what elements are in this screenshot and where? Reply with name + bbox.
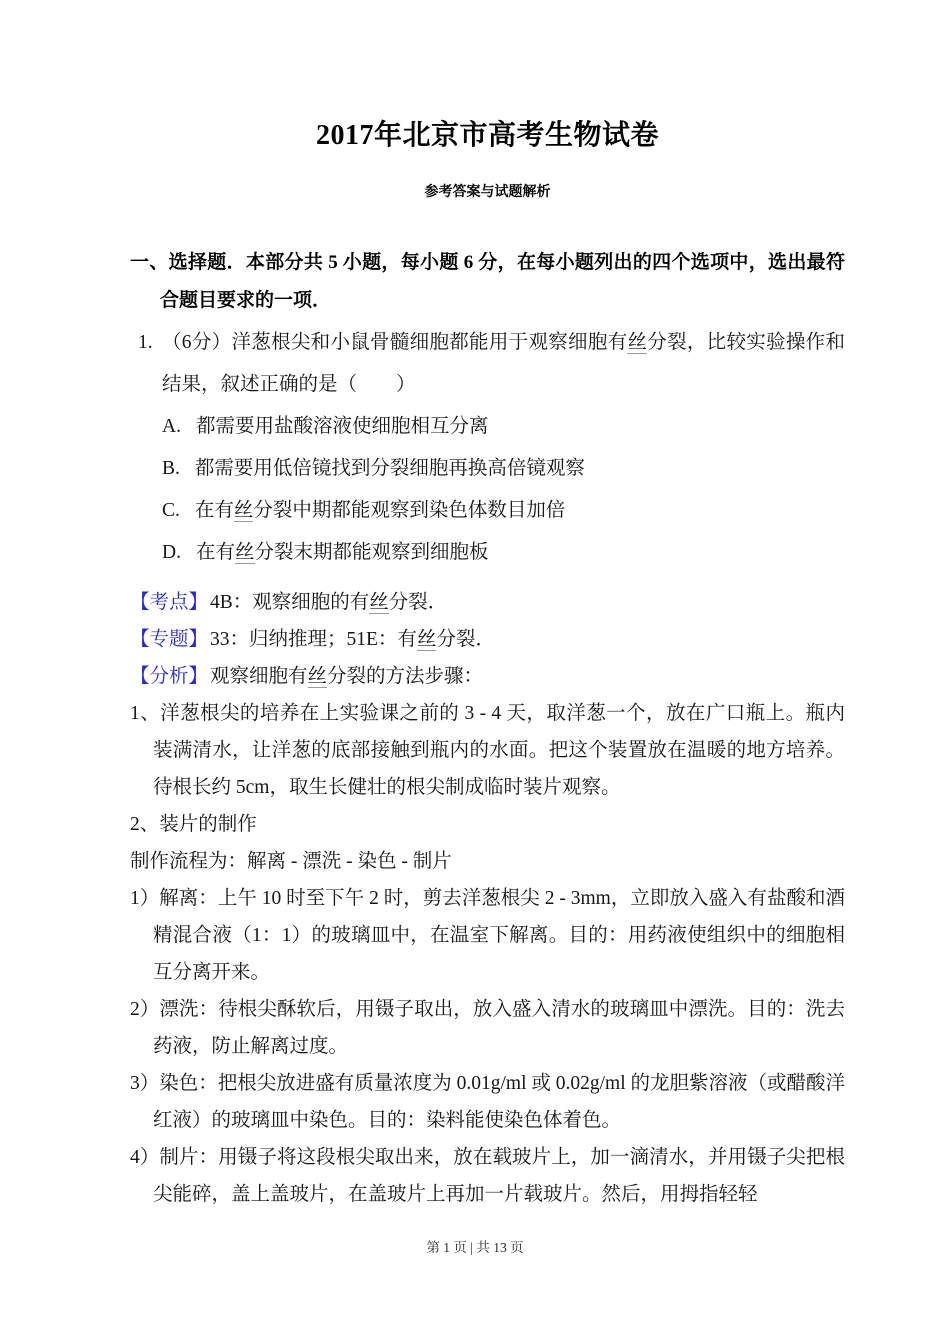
page-footer bbox=[0, 1236, 950, 1256]
analysis-tag-label: 【专题】 bbox=[130, 629, 209, 650]
options-list bbox=[162, 406, 845, 574]
analysis-tag-row bbox=[130, 658, 845, 695]
option-label: A. bbox=[162, 416, 181, 437]
analysis-paragraph: 1、洋葱根尖的培养在上实验课之前的 3 - 4 天，取洋葱一个，放在广口瓶上。瓶内装满清水，让洋葱的底部接触到瓶内的水面。把这个装置放在温暖的地方培养。待根长约 5cm，取生长健壮的根尖制成临时装片观察。 bbox=[130, 703, 845, 798]
option-label: C. bbox=[162, 500, 180, 521]
question-stem: （6分）洋葱根尖和小鼠骨髓细胞都能用于观察细胞有丝分裂，比较实验操作和结果，叙述正确的是（ ） bbox=[162, 332, 845, 395]
option-row bbox=[162, 490, 845, 532]
page-subtitle: 参考答案与试题解析 bbox=[424, 185, 551, 200]
question-1 bbox=[130, 322, 845, 574]
question-number: 1. bbox=[138, 332, 153, 353]
page-title: 2017年北京市高考生物试卷 bbox=[315, 120, 659, 151]
option-text: 在有丝分裂中期都能观察到染色体数目加倍 bbox=[194, 500, 566, 521]
option-label: B. bbox=[162, 458, 180, 479]
analysis-tag-label: 【考点】 bbox=[130, 592, 209, 613]
analysis-paragraph: 1）解离：上午 10 时至下午 2 时，剪去洋葱根尖 2 - 3mm，立即放入盛入有盐酸和酒精混合液（1：1）的玻璃皿中，在温室下解离。目的：用药液使组织中的细胞相互分离开来。 bbox=[130, 888, 845, 983]
analysis-paragraph: 3）染色：把根尖放进盛有质量浓度为 0.01g/ml 或 0.02g/ml 的龙胆紫溶液（或醋酸洋红液）的玻璃皿中染色。目的：染料能使染色体着色。 bbox=[130, 1073, 846, 1131]
analysis-paragraph: 2、装片的制作 bbox=[130, 814, 257, 835]
section-heading: 一、选择题．本部分共 5 小题，每小题 6 分，在每小题列出的四个选项中，选出最符合题目要求的一项． bbox=[130, 252, 845, 311]
analysis-section bbox=[130, 584, 845, 1213]
analysis-tag-text: 33：归纳推理；51E：有丝分裂． bbox=[210, 629, 495, 650]
analysis-tags bbox=[130, 584, 845, 695]
analysis-tag-text: 4B：观察细胞的有丝分裂． bbox=[210, 592, 448, 613]
analysis-paragraph: 2）漂洗：待根尖酥软后，用镊子取出，放入盛入清水的玻璃皿中漂洗。目的：洗去药液，防止解离过度。 bbox=[130, 999, 845, 1057]
analysis-paragraph: 制作流程为：解离 - 漂洗 - 染色 - 制片 bbox=[130, 851, 452, 872]
analysis-tag-row bbox=[130, 584, 845, 621]
option-label: D. bbox=[162, 542, 181, 563]
option-text: 在有丝分裂末期都能观察到细胞板 bbox=[195, 542, 489, 563]
option-text: 都需要用低倍镜找到分裂细胞再换高倍镜观察 bbox=[194, 458, 585, 479]
analysis-tag-label: 【分析】 bbox=[130, 666, 209, 687]
option-row bbox=[162, 448, 845, 490]
option-row bbox=[162, 532, 845, 574]
analysis-paragraph: 4）制片：用镊子将这段根尖取出来，放在载玻片上，加一滴清水，并用镊子尖把根尖能碎，盖上盖玻片，在盖玻片上再加一片载玻片。然后，用拇指轻轻 bbox=[130, 1147, 845, 1205]
page-number-text: 第 1 页 | 共 13 页 bbox=[426, 1240, 524, 1255]
analysis-paragraphs bbox=[130, 695, 845, 1213]
analysis-tag-row bbox=[130, 621, 845, 658]
option-row bbox=[162, 406, 845, 448]
option-text: 都需要用盐酸溶液使细胞相互分离 bbox=[195, 416, 489, 437]
question-stem-row bbox=[138, 322, 845, 406]
analysis-tag-text: 观察细胞有丝分裂的方法步骤： bbox=[210, 666, 484, 687]
